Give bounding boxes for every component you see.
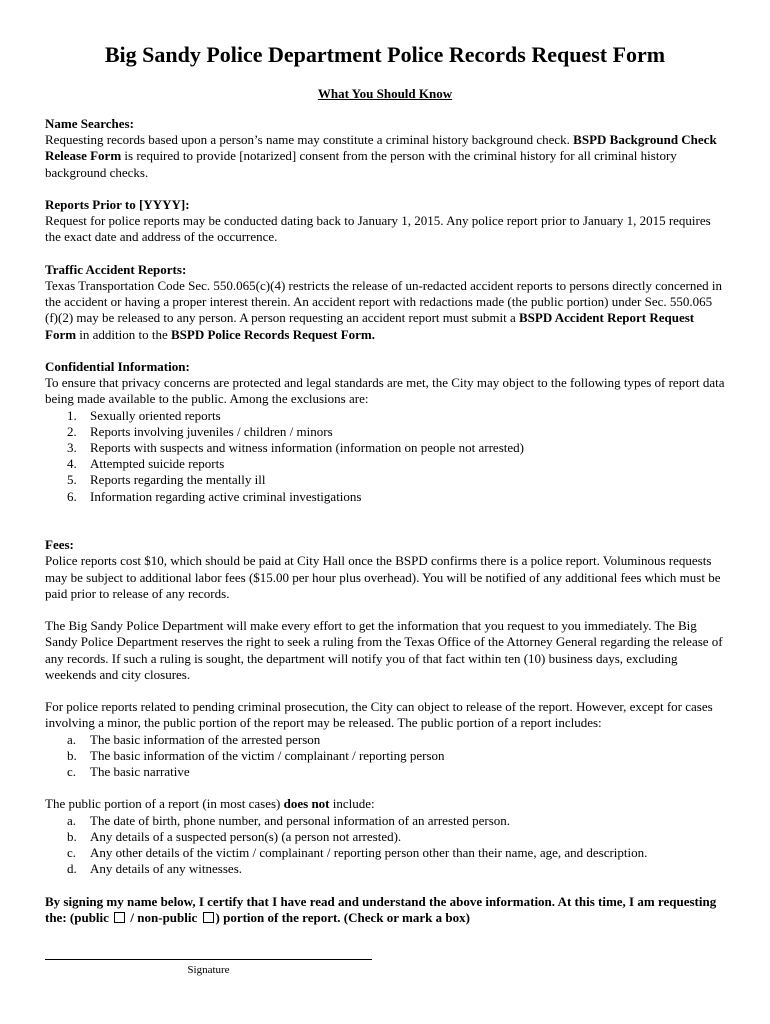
list-item: 5. Reports regarding the mentally ill [67,472,266,488]
list-item: 4. Attempted suicide reports [67,456,225,472]
fees-heading: Fees: [45,537,74,553]
name-searches-heading: Name Searches: [45,116,134,131]
signature-line[interactable] [45,959,372,960]
public-portion-excludes-list [45,813,725,878]
page-title: Big Sandy Police Department Police Records Request Form [104,42,666,67]
accident-form-name: BSPD Accident Report Request Form [45,310,695,342]
traffic-heading: Traffic Accident Reports: [45,261,187,277]
records-form-name: BSPD Police Records Request Form. [171,326,376,342]
list-item: b. The basic information of the victim / complainant / reporting person [67,747,445,763]
reports-prior-heading: Reports Prior to [YYYY]: [45,197,190,212]
list-item: c. The basic narrative [67,764,190,780]
public-portion-includes-list [45,732,725,781]
public-checkbox[interactable] [114,912,125,923]
name-searches-text: Requesting records based upon a person’s name may constitute a criminal history background check. BSPD Background Check Release Form is required to provide [notarized] consent from the person with the criminal history for all criminal history background checks. [45,132,717,180]
public-portion-text: The public portion of a report (in most cases) does not include: [45,796,375,812]
exclusions-list [45,408,725,505]
confidential-text: To ensure that privacy concerns are protected and legal standards are met, the City may object to the following types of report data being made available to the public. Among the exclusions are: [45,375,725,407]
list-item: a. The basic information of the arrested person [67,731,321,747]
list-item: b. Any details of a suspected person(s) (a person not arrested). [67,828,402,844]
prosecution-text: For police reports related to pending criminal prosecution, the City can object to release of the report. However, except for cases involving a minor, the public portion of the report may be released. The public portion of a report includes: [45,699,713,731]
reports-prior-text: Request for police reports may be conducted dating back to January 1, 2015. Any police report prior to January 1, 2015 requires the exact date and address of the occurrence. [45,213,711,245]
list-item: 2. Reports involving juveniles / children / minors [67,423,333,439]
non-public-checkbox[interactable] [203,912,214,923]
list-item: a. The date of birth, phone number, and personal information of an arrested person. [67,812,511,828]
confidential-heading: Confidential Information: [45,359,190,374]
certification-statement: By signing my name below, I certify that I have read and understand the above information. At this time, I am requesting the: (public / non-public ) portion of the report. (Check or mark a box) [45,893,717,925]
signature-label: Signature [187,964,230,976]
list-item: 3. Reports with suspects and witness information (information on people not arrested) [67,440,524,456]
effort-text: The Big Sandy Police Department will make every effort to get the information that you request to you immediately. The Big Sandy Police Department reserves the right to seek a ruling from the Texas Office of the Attorney General regarding the release of any records. If such a ruling is sought, the department will notify you of that fact within ten (10) business days, excluding weekends and city closures. [45,618,723,682]
list-item: c. Any other details of the victim / complainant / reporting person other than their name, age, and description. [67,845,648,861]
form-body [45,116,725,926]
list-item: d. Any details of any witnesses. [67,861,243,877]
traffic-text: Texas Transportation Code Sec. 550.065(c)(4) restricts the release of un-redacted accident reports to persons directly concerned in the accident or having a proper interest therein. An accident report with redactions made (the public portion) under Sec. 550.065 (f)(2) may be released to any person. A person requesting an accident report must submit a BSPD Accident Report Request Form in addition to the BSPD Police Records Request Form. [45,278,723,342]
subtitle: What You Should Know [317,86,453,101]
list-item: 6. Information regarding active criminal investigations [67,488,362,504]
fees-text: Police reports cost $10, which should be paid at City Hall once the BSPD confirms there is a police report. Voluminous requests may be subject to additional labor fees ($15.00 per hour plus overhead). You will be notified of any additional fees which must be paid prior to release of any records. [45,553,721,601]
background-check-form-name: BSPD Background Check Release Form [45,132,717,164]
list-item: 1. Sexually oriented reports [67,407,221,423]
